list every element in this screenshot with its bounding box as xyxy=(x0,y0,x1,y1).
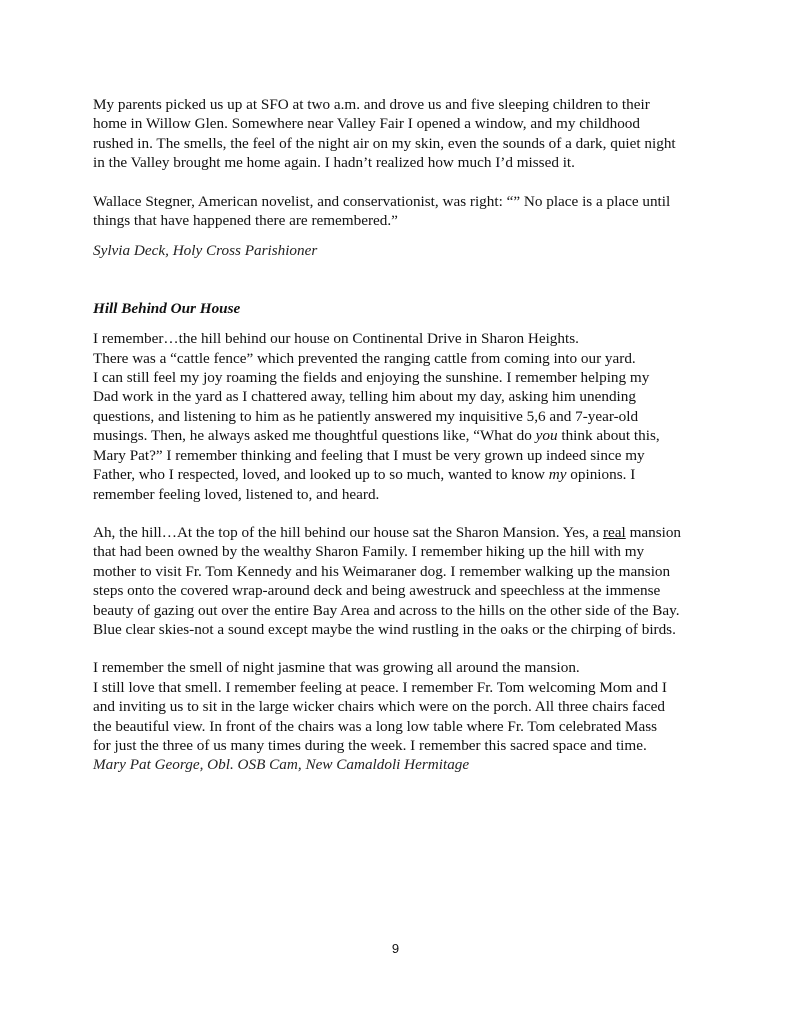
page-number: 9 xyxy=(391,941,400,956)
paragraph-line: mother to visit Fr. Tom Kennedy and his Weimaraner dog. I remember walking up the mansion xyxy=(93,562,671,580)
paragraph-return-home xyxy=(93,95,705,173)
paragraph-sharon-mansion xyxy=(93,523,705,639)
paragraph-line: I remember…the hill behind our house on Continental Drive in Sharon Heights. xyxy=(93,330,579,348)
paragraph-line xyxy=(93,523,705,542)
paragraph-line: home in Willow Glen. Somewhere near Valley Fair I opened a window, and my childhood xyxy=(93,115,640,133)
paragraph-line: I can still feel my joy roaming the fields and enjoying the sunshine. I remember helping my xyxy=(93,369,650,387)
paragraph-line: There was a “cattle fence” which prevented the ranging cattle from coming into our yard. xyxy=(93,349,636,367)
paragraph-line xyxy=(93,426,705,445)
text-run: Father, who I respected, loved, and looked up to so much, wanted to know xyxy=(93,466,549,484)
paragraph-stegner-quote xyxy=(93,192,705,231)
paragraph-night-jasmine xyxy=(93,658,705,755)
attribution-mary-pat-george: Mary Pat George, Obl. OSB Cam, New Camaldoli Hermitage xyxy=(93,756,470,774)
paragraph-line: Dad work in the yard as I chattered away, telling him about my day, asking him unending xyxy=(93,388,636,406)
text-run: mansion xyxy=(625,523,682,541)
paragraph-line: beauty of gazing out over the entire Bay Area and across to the hills on the other side of the Bay. xyxy=(93,601,680,619)
paragraph-line: steps onto the covered wrap-around deck and being awestruck and speechless at the immense xyxy=(93,582,661,600)
paragraph-line: things that have happened there are remembered.” xyxy=(93,212,398,230)
paragraph-line: the beautiful view. In front of the chairs was a long low table where Fr. Tom celebrated Mass xyxy=(93,717,658,735)
emphasis-you: you xyxy=(535,427,558,445)
text-run: opinions. I xyxy=(566,466,636,484)
text-run: think about this, xyxy=(557,427,660,445)
paragraph-line: Blue clear skies-not a sound except maybe the wind rustling in the oaks or the chirping of birds. xyxy=(93,620,676,638)
emphasis-real: real xyxy=(603,523,626,541)
paragraph-line: rushed in. The smells, the feel of the night air on my skin, even the sounds of a dark, quiet night xyxy=(93,134,676,152)
paragraph-line: that had been owned by the wealthy Sharon Family. I remember hiking up the hill with my xyxy=(93,543,645,561)
paragraph-line: questions, and listening to him as he patiently answered my inquisitive 5,6 and 7-year-old xyxy=(93,407,639,425)
page-body xyxy=(93,95,705,775)
paragraph-line: Mary Pat?” I remember thinking and feeling that I must be very grown up indeed since my xyxy=(93,446,645,464)
paragraph-line: remember feeling loved, listened to, and heard. xyxy=(93,485,380,503)
paragraph-line xyxy=(93,465,705,484)
attribution-sylvia-deck: Sylvia Deck, Holy Cross Parishioner xyxy=(93,242,318,260)
text-run: musings. Then, he always asked me thoughtful questions like, “What do xyxy=(93,427,536,445)
paragraph-line: Wallace Stegner, American novelist, and conservationist, was right: “” No place is a place until xyxy=(93,192,671,210)
paragraph-hill-memories xyxy=(93,329,705,504)
paragraph-line: I still love that smell. I remember feeling at peace. I remember Fr. Tom welcoming Mom and I xyxy=(93,678,667,696)
text-run: Ah, the hill…At the top of the hill behind our house sat the Sharon Mansion. Yes, a xyxy=(93,523,603,541)
section-heading: Hill Behind Our House xyxy=(93,299,241,317)
emphasis-my: my xyxy=(548,466,567,484)
paragraph-line: in the Valley brought me home again. I hadn’t realized how much I’d missed it. xyxy=(93,154,575,172)
paragraph-line: My parents picked us up at SFO at two a.m. and drove us and five sleeping children to their xyxy=(93,96,650,113)
paragraph-line: I remember the smell of night jasmine that was growing all around the mansion. xyxy=(93,659,580,677)
paragraph-line: and inviting us to sit in the large wicker chairs which were on the porch. All three chairs faced xyxy=(93,698,666,716)
paragraph-line: for just the three of us many times during the week. I remember this sacred space and time. xyxy=(93,736,647,754)
